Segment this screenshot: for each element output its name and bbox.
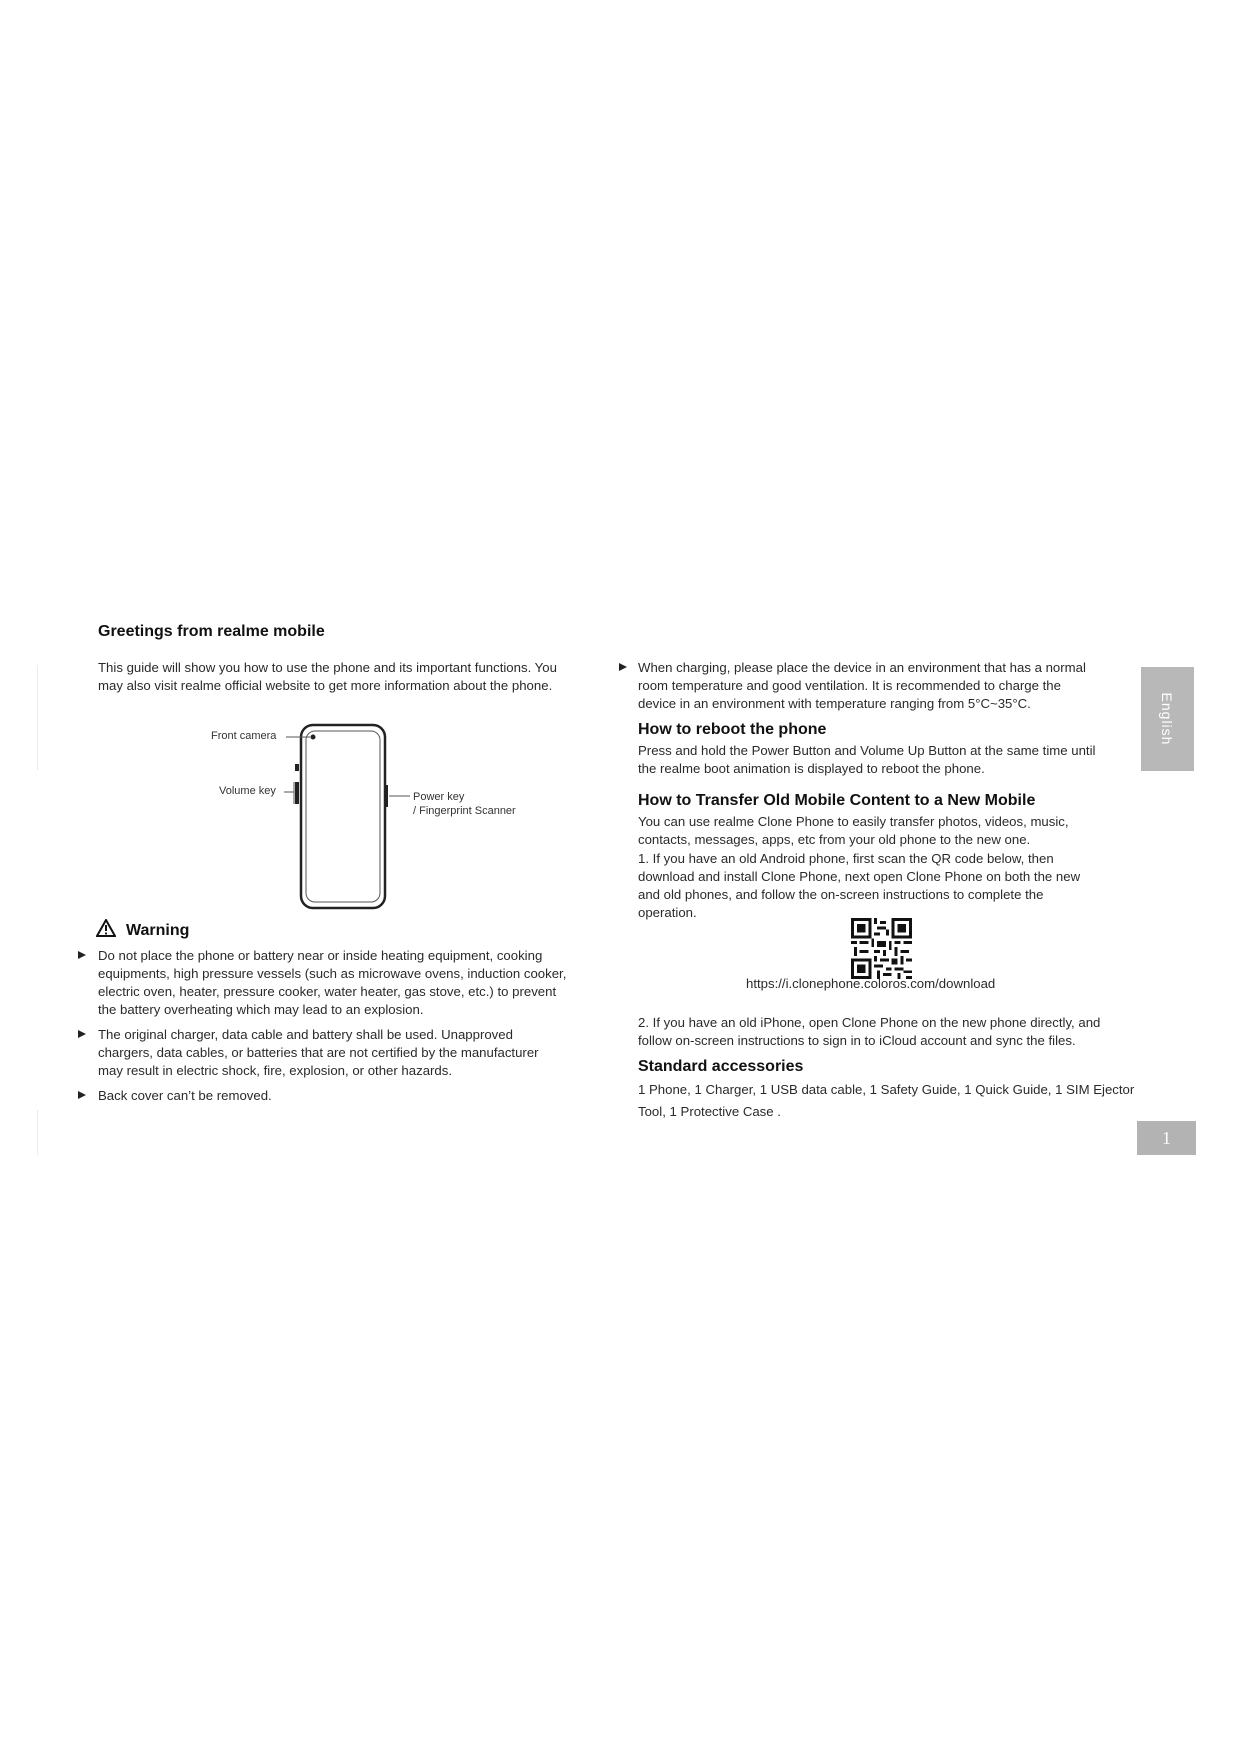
warning-3-line-1: Back cover can’t be removed. — [98, 1088, 272, 1103]
transfer-title: How to Transfer Old Mobile Content to a New Mobile — [638, 792, 1036, 809]
front-camera-dot — [311, 735, 316, 740]
bullet-icon — [78, 951, 86, 959]
front-camera-label: Front camera — [211, 730, 277, 742]
transfer-line-6: operation. — [638, 905, 697, 920]
warning-2-line-3: may result in electric shock, fire, explosion, or other hazards. — [98, 1063, 453, 1078]
phone-diagram — [200, 720, 540, 915]
iphone-line-2: follow on-screen instructions to sign in to iCloud account and sync the files. — [638, 1033, 1076, 1048]
volume-key-label: Volume key — [219, 785, 276, 797]
scan-edge-left — [37, 665, 38, 770]
fingerprint-label: / Fingerprint Scanner — [413, 805, 516, 817]
warning-1-line-1: Do not place the phone or battery near or inside heating equipment, cooking — [98, 948, 543, 963]
warning-2-line-2: chargers, data cables, or batteries that are not certified by the manufacturer — [98, 1045, 539, 1060]
bullet-icon — [78, 1091, 86, 1099]
language-tab-label: English — [1159, 692, 1175, 746]
intro-line-2: may also visit realme official website to get more information about the phone. — [98, 678, 553, 693]
greeting-title: Greetings from realme mobile — [98, 623, 325, 640]
warning-title: Warning — [126, 922, 190, 939]
power-key-label: Power key — [413, 791, 465, 803]
intro-line-1: This guide will show you how to use the phone and its important functions. You — [98, 660, 557, 675]
transfer-line-4: download and install Clone Phone, next open Clone Phone on both the new — [638, 869, 1081, 884]
phone-illustration — [200, 720, 540, 915]
transfer-line-5: and old phones, and follow the on-screen instructions to complete the — [638, 887, 1044, 902]
page-number: 1 — [1137, 1121, 1196, 1155]
transfer-line-1: You can use realme Clone Phone to easily transfer photos, videos, music, — [638, 814, 1069, 829]
warning-1-line-4: the battery overheating which may lead to an explosion. — [98, 1002, 424, 1017]
bullet-icon — [78, 1030, 86, 1038]
charging-line-3: device in an environment with temperature ranging from 5°C~35°C. — [638, 696, 1031, 711]
warning-1-line-3: electric oven, heater, pressure cooker, water heater, gas stove, etc.) to prevent — [98, 984, 557, 999]
charging-line-2: room temperature and good ventilation. It is recommended to charge the — [638, 678, 1061, 693]
warning-icon — [96, 919, 116, 937]
iphone-line-1: 2. If you have an old iPhone, open Clone Phone on the new phone directly, and — [638, 1015, 1101, 1030]
charging-line-1: When charging, please place the device in an environment that has a normal — [638, 660, 1086, 675]
reboot-line-1: Press and hold the Power Button and Volume Up Button at the same time until — [638, 743, 1096, 758]
qr-code[interactable] — [851, 918, 912, 979]
scan-edge-left-bottom — [37, 1110, 38, 1155]
download-url[interactable]: https://i.clonephone.coloros.com/download — [746, 976, 996, 991]
transfer-line-3: 1. If you have an old Android phone, first scan the QR code below, then — [638, 851, 1054, 866]
accessories-line-1: 1 Phone, 1 Charger, 1 USB data cable, 1 Safety Guide, 1 Quick Guide, 1 SIM Ejector — [638, 1082, 1135, 1097]
transfer-line-2: contacts, messages, apps, etc from your old phone to the new one. — [638, 832, 1031, 847]
reboot-title: How to reboot the phone — [638, 721, 827, 738]
reboot-line-2: the realme boot animation is displayed to reboot the phone. — [638, 761, 985, 776]
warning-2-line-1: The original charger, data cable and battery shall be used. Unapproved — [98, 1027, 513, 1042]
bullet-icon — [619, 663, 627, 671]
accessories-line-2: Tool, 1 Protective Case . — [638, 1104, 781, 1119]
warning-1-line-2: equipments, high pressure vessels (such as microwave ovens, induction cooker, — [98, 966, 567, 981]
accessories-title: Standard accessories — [638, 1058, 804, 1075]
